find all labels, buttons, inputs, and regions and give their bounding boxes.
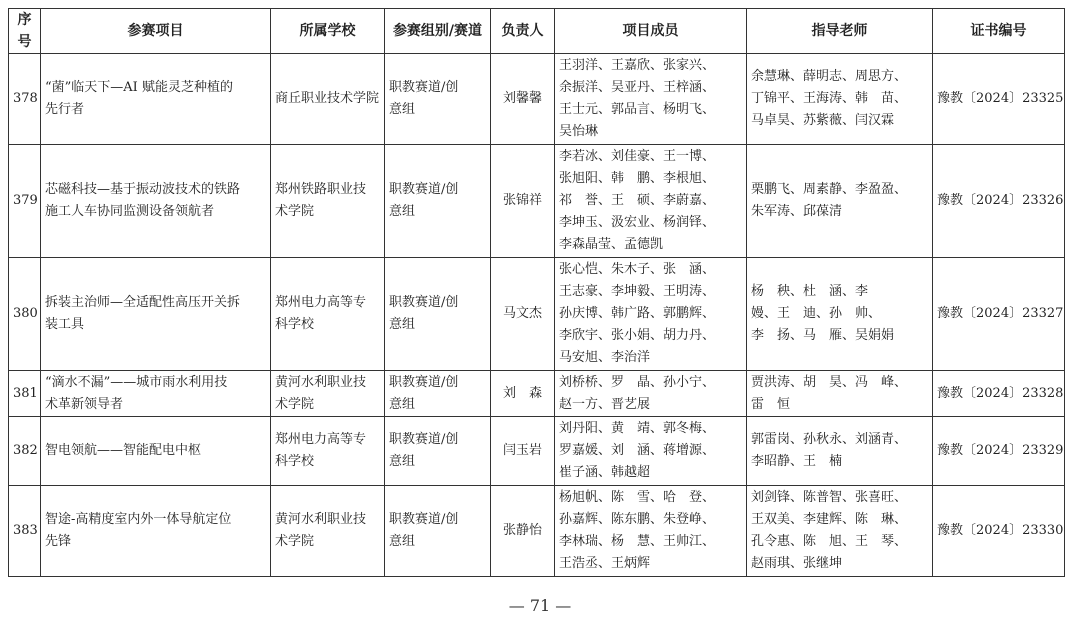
members-line: 孙庆博、韩广路、郭鹏辉、 — [559, 306, 716, 321]
certificate-number: 豫教〔2024〕23326 — [933, 145, 1065, 258]
members-line: 王志豪、李坤毅、王明涛、 — [559, 284, 716, 299]
advisors-line: 马卓昊、苏紫薇、闫汉霖 — [751, 113, 895, 128]
school-name — [271, 145, 385, 258]
advisors-list — [747, 371, 933, 417]
members-line: 祁 誉、王 硕、李蔚嘉、 — [559, 193, 716, 208]
track-line: 意组 — [389, 534, 416, 549]
project-line: “滴水不漏”——城市雨水利用技 — [45, 374, 228, 390]
track-line: 职教赛道/创 — [389, 182, 459, 197]
table-row — [9, 417, 1065, 486]
advisors-list — [747, 258, 933, 371]
advisors-line: 刘剑锋、陈普智、张喜旺、 — [751, 490, 908, 505]
project-line: 先行者 — [45, 102, 85, 117]
table-row — [9, 371, 1065, 417]
table-row — [9, 54, 1065, 145]
track-line: 职教赛道/创 — [389, 512, 459, 527]
leader-name: 张静怡 — [491, 486, 555, 577]
track-line: 意组 — [389, 102, 416, 117]
advisors-line: 郭雷岗、孙秋永、刘涵青、 — [751, 432, 908, 447]
project-line: 术革新领导者 — [45, 396, 124, 412]
school-line: 郑州铁路职业技 — [275, 182, 367, 197]
header-cert: 证书编号 — [933, 9, 1065, 54]
project-line: 先锋 — [45, 534, 72, 549]
members-line: 孙嘉辉、陈东鹏、朱登峥、 — [559, 512, 716, 527]
project-name — [41, 417, 271, 486]
advisors-list — [747, 486, 933, 577]
project-name — [41, 371, 271, 417]
members-line: 罗嘉媛、刘 涵、蒋增源、 — [559, 443, 716, 458]
members-line: 王士元、郭品言、杨明飞、 — [559, 102, 716, 117]
members-line: 李林瑞、杨 慧、王帅江、 — [559, 534, 716, 549]
track-line: 职教赛道/创 — [389, 432, 459, 447]
header-school: 所属学校 — [271, 9, 385, 54]
project-line: 拆装主治师—全适配性高压开关拆 — [45, 295, 241, 310]
members-line: 吴怡琳 — [559, 124, 599, 139]
track-line: 意组 — [389, 204, 416, 219]
track-line: 意组 — [389, 396, 416, 412]
header-track: 参赛组别/赛道 — [385, 9, 491, 54]
project-name — [41, 145, 271, 258]
row-number: 379 — [9, 145, 41, 258]
school-name — [271, 371, 385, 417]
school-line: 术学院 — [275, 534, 315, 549]
members-line: 杨旭帆、陈 雪、哈 登、 — [559, 490, 716, 505]
members-line: 李坤玉、汲宏业、杨润铎、 — [559, 215, 716, 230]
header-project: 参赛项目 — [41, 9, 271, 54]
track-name — [385, 486, 491, 577]
project-line: “菌”临天下—AI 赋能灵芝种植的 — [45, 80, 233, 95]
school-line: 黄河水利职业技 — [275, 374, 367, 390]
school-name — [271, 54, 385, 145]
advisors-list — [747, 54, 933, 145]
school-name — [271, 258, 385, 371]
members-line: 刘丹阳、黄 靖、郭冬梅、 — [559, 421, 716, 436]
row-number: 381 — [9, 371, 41, 417]
header-members: 项目成员 — [555, 9, 747, 54]
track-line: 意组 — [389, 317, 416, 332]
row-number: 380 — [9, 258, 41, 371]
school-name — [271, 417, 385, 486]
advisors-line: 杨 秧、杜 涵、李 — [751, 284, 869, 299]
header-no: 序号 — [9, 9, 41, 54]
members-list — [555, 54, 747, 145]
advisors-line: 丁锦平、王海涛、韩 苗、 — [751, 91, 908, 106]
school-line: 商丘职业技术学院 — [275, 91, 380, 106]
leader-name: 刘 森 — [491, 371, 555, 417]
advisors-line: 朱军涛、邱葆清 — [751, 204, 843, 219]
track-name — [385, 258, 491, 371]
advisors-line: 栗鹏飞、周素静、李盈盈、 — [751, 182, 908, 197]
members-line: 张心恺、朱木子、张 涵、 — [559, 262, 716, 277]
members-line: 赵一方、晋艺展 — [559, 396, 651, 412]
school-line: 术学院 — [275, 396, 315, 412]
members-line: 李森晶莹、孟德凯 — [559, 237, 664, 252]
table-row — [9, 258, 1065, 371]
row-number: 382 — [9, 417, 41, 486]
page-number: — 71 — — [508, 596, 572, 615]
advisors-line: 李昭静、王 楠 — [751, 454, 843, 469]
row-number: 383 — [9, 486, 41, 577]
track-line: 职教赛道/创 — [389, 295, 459, 310]
members-line: 李若冰、刘佳豪、王一博、 — [559, 149, 716, 164]
certificate-number: 豫教〔2024〕23328 — [933, 371, 1065, 417]
track-line: 意组 — [389, 454, 416, 469]
school-line: 郑州电力高等专 — [275, 295, 367, 310]
advisors-line: 余慧琳、薛明志、周思方、 — [751, 69, 908, 84]
advisors-list — [747, 417, 933, 486]
row-number: 378 — [9, 54, 41, 145]
advisors-line: 嫚、王 迪、孙 帅、 — [751, 306, 882, 321]
certificate-number: 豫教〔2024〕23325 — [933, 54, 1065, 145]
advisors-line: 贾洪涛、胡 昊、冯 峰、 — [751, 374, 908, 390]
advisors-line: 孔令惠、陈 旭、王 琴、 — [751, 534, 908, 549]
project-line: 施工人车协同监测设备领航者 — [45, 204, 215, 219]
members-line: 余振洋、吴亚丹、王梓涵、 — [559, 80, 716, 95]
track-name — [385, 371, 491, 417]
project-name — [41, 486, 271, 577]
track-line: 职教赛道/创 — [389, 80, 459, 95]
advisors-line: 雷 恒 — [751, 396, 791, 412]
table-header-row — [9, 9, 1065, 54]
project-line: 智途-高精度室内外一体导航定位 — [45, 512, 232, 527]
members-line: 王羽洋、王嘉欣、张家兴、 — [559, 58, 716, 73]
members-list — [555, 417, 747, 486]
school-line: 术学院 — [275, 204, 315, 219]
awards-table — [8, 8, 1065, 577]
members-list — [555, 371, 747, 417]
school-line: 郑州电力高等专 — [275, 432, 367, 447]
members-line: 王浩丞、王炳辉 — [559, 556, 651, 571]
members-line: 马安旭、李治洋 — [559, 350, 651, 365]
project-line: 智电领航——智能配电中枢 — [45, 443, 202, 458]
school-name — [271, 486, 385, 577]
certificate-number: 豫教〔2024〕23330 — [933, 486, 1065, 577]
certificate-number: 豫教〔2024〕23327 — [933, 258, 1065, 371]
header-leader: 负责人 — [491, 9, 555, 54]
members-list — [555, 486, 747, 577]
advisors-line: 王双美、李建辉、陈 琳、 — [751, 512, 908, 527]
members-line: 刘桥桥、罗 晶、孙小宁、 — [559, 374, 716, 390]
members-line: 张旭阳、韩 鹏、李根旭、 — [559, 171, 716, 186]
header-advisors: 指导老师 — [747, 9, 933, 54]
table-row — [9, 145, 1065, 258]
leader-name: 刘馨馨 — [491, 54, 555, 145]
school-line: 科学校 — [275, 317, 315, 332]
project-name — [41, 54, 271, 145]
members-list — [555, 258, 747, 371]
track-name — [385, 417, 491, 486]
project-name — [41, 258, 271, 371]
project-line: 装工具 — [45, 317, 85, 332]
members-list — [555, 145, 747, 258]
project-line: 芯磁科技—基于振动波技术的铁路 — [45, 182, 241, 197]
track-name — [385, 145, 491, 258]
leader-name: 张锦祥 — [491, 145, 555, 258]
certificate-number: 豫教〔2024〕23329 — [933, 417, 1065, 486]
school-line: 科学校 — [275, 454, 315, 469]
track-name — [385, 54, 491, 145]
advisors-list — [747, 145, 933, 258]
track-line: 职教赛道/创 — [389, 374, 459, 390]
members-line: 崔子涵、韩越超 — [559, 465, 651, 480]
advisors-line: 赵雨琪、张继坤 — [751, 556, 843, 571]
table-row — [9, 486, 1065, 577]
members-line: 李欣宇、张小娟、胡力丹、 — [559, 328, 716, 343]
advisors-line: 李 扬、马 雁、吴娟娟 — [751, 328, 895, 343]
school-line: 黄河水利职业技 — [275, 512, 367, 527]
leader-name: 闫玉岩 — [491, 417, 555, 486]
leader-name: 马文杰 — [491, 258, 555, 371]
